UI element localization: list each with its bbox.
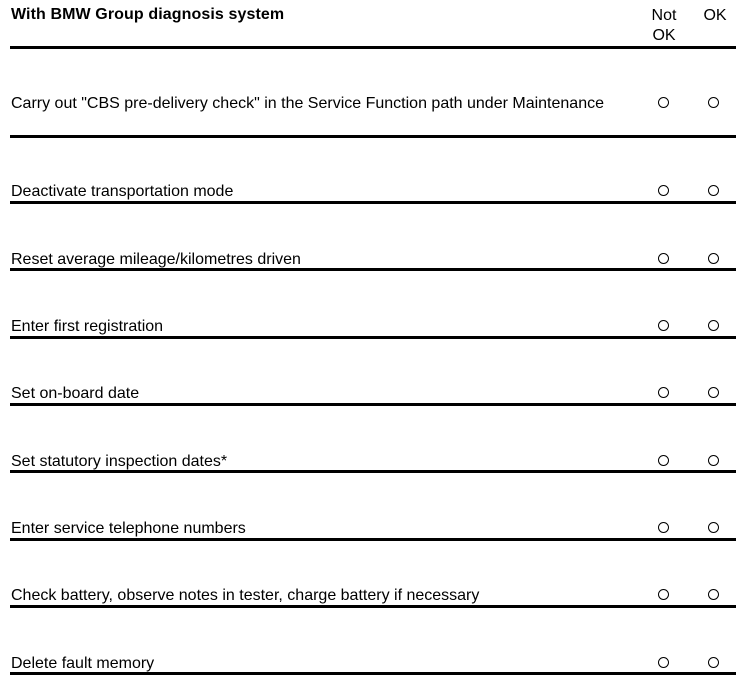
section-title: With BMW Group diagnosis system	[11, 6, 285, 23]
row-divider	[10, 336, 736, 339]
header-divider	[10, 46, 736, 49]
checklist-item-label: Delete fault memory	[11, 655, 155, 672]
ok-radio[interactable]	[708, 320, 719, 331]
ok-radio[interactable]	[708, 97, 719, 108]
column-header-ok: OK	[703, 7, 727, 24]
checklist-item-label: Reset average mileage/kilometres driven	[11, 251, 301, 268]
not-ok-radio[interactable]	[658, 97, 669, 108]
ok-radio[interactable]	[708, 657, 719, 668]
not-ok-radio[interactable]	[658, 253, 669, 264]
ok-radio[interactable]	[708, 253, 719, 264]
checklist-item-label: Enter first registration	[11, 318, 164, 335]
checklist-header	[0, 0, 745, 46]
row-divider	[10, 672, 736, 675]
checklist-item-label: Deactivate transportation mode	[11, 183, 234, 200]
ok-radio[interactable]	[708, 522, 719, 533]
ok-radio[interactable]	[708, 185, 719, 196]
row-divider	[10, 268, 736, 271]
row-divider	[10, 135, 736, 138]
column-header-not-ok	[642, 6, 686, 46]
row-divider	[10, 403, 736, 406]
row-divider	[10, 201, 736, 204]
row-divider	[10, 470, 736, 473]
not-ok-radio[interactable]	[658, 185, 669, 196]
not-ok-radio[interactable]	[658, 522, 669, 533]
checklist-item-label: Enter service telephone numbers	[11, 520, 246, 537]
not-ok-radio[interactable]	[658, 320, 669, 331]
not-ok-radio[interactable]	[658, 387, 669, 398]
ok-radio[interactable]	[708, 455, 719, 466]
row-divider	[10, 538, 736, 541]
checklist-item-label: Set on-board date	[11, 385, 140, 402]
column-header-not-ok-line2: OK	[652, 27, 676, 44]
column-header-not-ok-line1: Not	[651, 7, 677, 24]
row-divider	[10, 605, 736, 608]
not-ok-radio[interactable]	[658, 589, 669, 600]
not-ok-radio[interactable]	[658, 657, 669, 668]
ok-radio[interactable]	[708, 387, 719, 398]
checklist-item-label: Carry out "CBS pre-delivery check" in the Service Function path under Maintenance	[11, 95, 604, 112]
checklist-item-label: Check battery, observe notes in tester, charge battery if necessary	[11, 587, 480, 604]
ok-radio[interactable]	[708, 589, 719, 600]
checklist-item-label: Set statutory inspection dates*	[11, 453, 228, 470]
not-ok-radio[interactable]	[658, 455, 669, 466]
